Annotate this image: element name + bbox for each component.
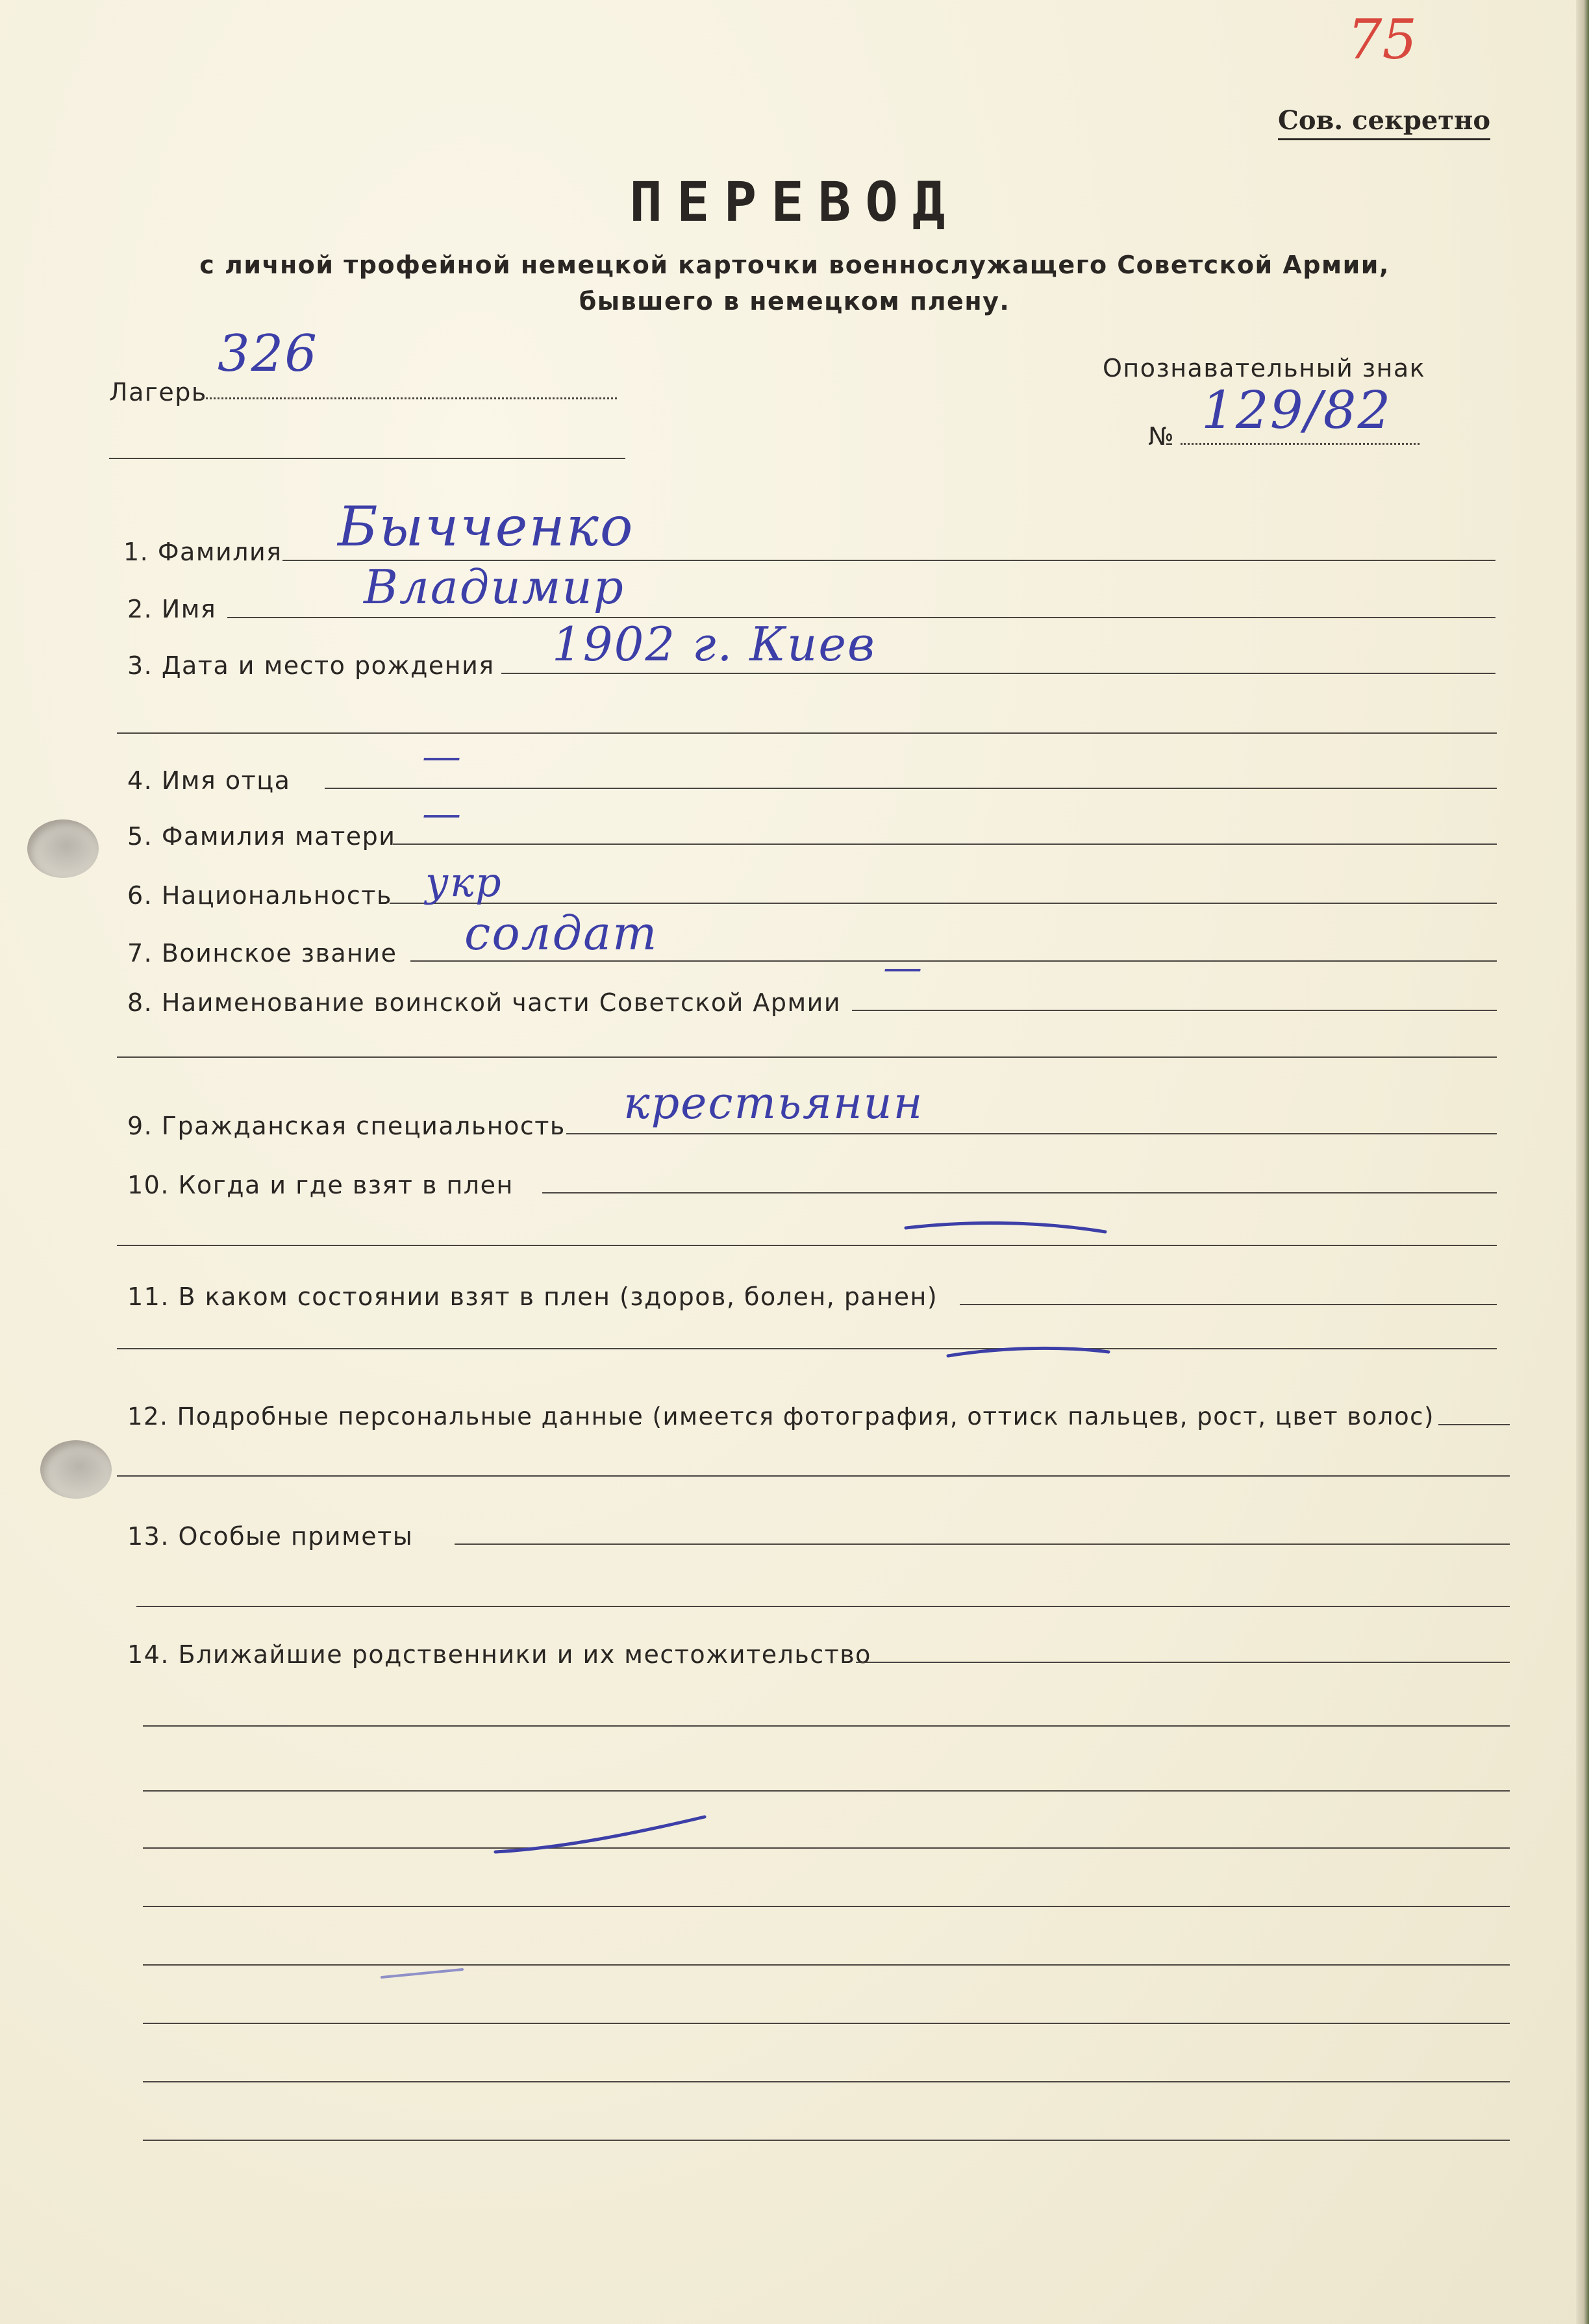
field-8-value: — (883, 945, 923, 990)
id-tag-num-label: № (1148, 422, 1175, 451)
field-4-value: — (422, 734, 462, 779)
field-10-label: 10. Когда и где взят в плен (127, 1171, 514, 1199)
relatives-line-1 (143, 1725, 1510, 1727)
field-3-value: 1902 г. Киев (552, 617, 876, 671)
relatives-line-8 (143, 2140, 1510, 2141)
field-12-extra-line (117, 1475, 1510, 1477)
field-12-line (1438, 1424, 1510, 1425)
classification-stamp: Сов. секретно (1278, 105, 1490, 140)
subtitle-line-1: с личной трофейной немецкой карточки военнослужащего Советской Армии, (199, 251, 1390, 279)
field-9-line (566, 1133, 1497, 1134)
field-3-extra-line (117, 732, 1497, 734)
relatives-line-7 (143, 2081, 1510, 2082)
field-4-line (325, 788, 1497, 789)
punch-hole-upper (27, 819, 99, 878)
page-edge (1576, 0, 1589, 2324)
field-10-extra-line (117, 1245, 1497, 1246)
field-6-value: укр (425, 858, 503, 906)
field-14-label: 14. Ближайшие родственники и их местожительство (127, 1640, 871, 1669)
field-13-line (455, 1543, 1510, 1545)
field-11-label: 11. В каком состоянии взят в плен (здоров, болен, ранен) (127, 1282, 938, 1311)
relatives-pen-mark (377, 1964, 468, 1984)
camp-label: Лагерь (109, 378, 207, 406)
camp-extra-line (109, 458, 625, 459)
field-4-label: 4. Имя отца (127, 766, 291, 795)
relatives-line-4 (143, 1906, 1510, 1907)
camp-dotted-line (201, 397, 617, 399)
field-6-line (390, 903, 1497, 904)
id-tag-value: 129/82 (1201, 380, 1392, 440)
field-3-label: 3. Дата и место рождения (127, 651, 495, 680)
field-1-value: Бычченко (338, 495, 634, 558)
field-2-label: 2. Имя (127, 595, 217, 623)
relatives-line-5 (143, 1964, 1510, 1966)
field-13-extra-line (136, 1606, 1510, 1607)
field-5-value: — (422, 791, 462, 836)
field-7-line (410, 960, 1497, 962)
field-8-label: 8. Наименование воинской части Советской Армии (127, 988, 842, 1017)
field-1-label: 1. Фамилия (123, 538, 282, 566)
relatives-line-3 (143, 1847, 1510, 1849)
subtitle-line-2: бывшего в немецком плену. (579, 287, 1010, 316)
field-2-value: Владимир (364, 560, 625, 614)
field-10-pen-dash (903, 1218, 1110, 1243)
punch-hole-lower (40, 1440, 112, 1499)
archive-sheet-number: 75 (1347, 8, 1417, 71)
id-tag-dotted-line (1181, 443, 1420, 445)
field-9-label: 9. Гражданская специальность (127, 1112, 566, 1140)
camp-value: 326 (218, 325, 318, 383)
field-7-label: 7. Воинское звание (127, 939, 397, 968)
relatives-pen-dash (490, 1812, 711, 1864)
field-11-extra-line (117, 1348, 1497, 1349)
field-6-label: 6. Национальность (127, 881, 392, 910)
field-13-label: 13. Особые приметы (127, 1522, 414, 1551)
id-tag-label: Опознавательный знак (1103, 354, 1426, 382)
field-3-line (501, 673, 1495, 674)
document-title: ПЕРЕВОД (629, 170, 960, 234)
field-8-extra-line (117, 1056, 1497, 1058)
field-11-pen-dash (945, 1338, 1114, 1364)
field-11-line (960, 1304, 1497, 1305)
relatives-line-6 (143, 2023, 1510, 2024)
field-9-value: крестьянин (623, 1078, 924, 1129)
relatives-line-2 (143, 1790, 1510, 1792)
field-14-line (856, 1662, 1510, 1663)
field-8-line (852, 1010, 1497, 1011)
field-5-label: 5. Фамилия матери (127, 822, 396, 851)
field-10-line (542, 1192, 1497, 1193)
field-7-value: солдат (464, 906, 658, 960)
field-5-line (393, 843, 1497, 845)
field-12-label: 12. Подробные персональные данные (имеется фотография, оттиск пальцев, рост, цвет волос) (127, 1403, 1434, 1431)
